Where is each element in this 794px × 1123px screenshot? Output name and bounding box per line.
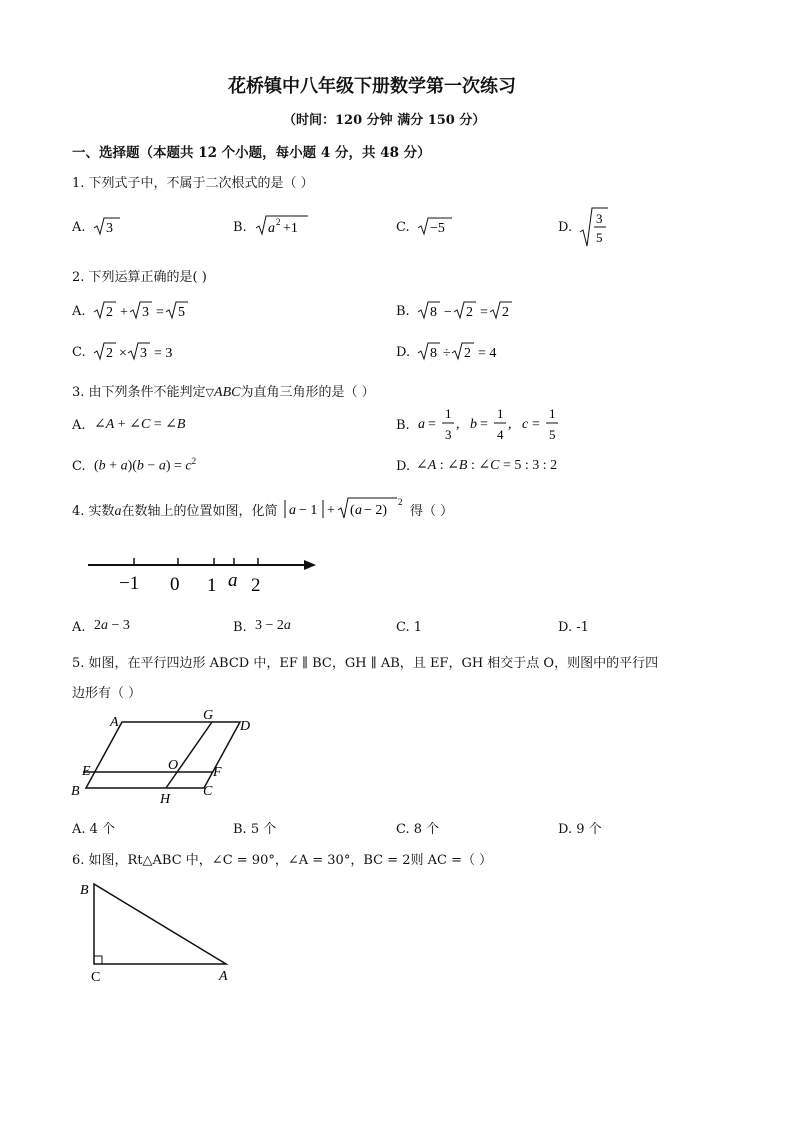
q1-option-c-math bbox=[416, 214, 456, 242]
q4-var-a: a bbox=[114, 504, 122, 519]
svg-text:3: 3 bbox=[596, 211, 603, 226]
q4-stem-post: 得（ ） bbox=[410, 504, 454, 519]
svg-text:2: 2 bbox=[106, 305, 113, 320]
svg-text:=: = bbox=[480, 417, 488, 432]
svg-text:+1: +1 bbox=[283, 221, 298, 236]
parallelogram-figure bbox=[66, 704, 266, 812]
sqrt-a2-plus-1-formula bbox=[254, 212, 310, 238]
q5-option-d: D. 9 个 bbox=[558, 822, 602, 837]
parallelogram-svg bbox=[66, 704, 266, 808]
axis-arrow-icon bbox=[304, 560, 316, 570]
tick-label-neg1: −1 bbox=[119, 573, 140, 594]
triangle-shape bbox=[94, 884, 226, 964]
svg-text:8: 8 bbox=[430, 346, 437, 361]
svg-text:a: a bbox=[268, 221, 275, 236]
q1-option-d-math bbox=[578, 204, 612, 252]
q4-expression bbox=[283, 494, 407, 526]
section-heading: 一、选择题（本题共 12 个小题，每小题 4 分，共 48 分） bbox=[72, 145, 431, 161]
label-f: F bbox=[213, 765, 222, 780]
svg-text:− 2): − 2) bbox=[364, 503, 388, 518]
number-line-svg bbox=[88, 548, 328, 598]
svg-text:−5: −5 bbox=[430, 221, 445, 236]
svg-text:− 1: − 1 bbox=[299, 503, 318, 518]
sqrt-3-formula bbox=[92, 214, 122, 238]
q2-option-b-math bbox=[416, 298, 516, 326]
abs-plus-sqrt-formula bbox=[283, 494, 407, 522]
q3-option-d-label: D. bbox=[396, 459, 411, 474]
svg-text:5: 5 bbox=[549, 427, 556, 442]
exam-info: （时间：120 分钟 满分 150 分） bbox=[283, 113, 486, 128]
question-4-stem bbox=[72, 500, 278, 520]
svg-text:3: 3 bbox=[140, 346, 147, 361]
q2-option-a-math bbox=[92, 298, 192, 326]
svg-text:=: = bbox=[156, 305, 164, 320]
sqrt8-minus-sqrt2-formula bbox=[416, 298, 516, 322]
label-h: H bbox=[160, 792, 171, 807]
svg-text:3: 3 bbox=[445, 427, 452, 442]
q3-stem-pre: 3. 由下列条件不能判定 bbox=[72, 385, 206, 400]
label-b: B bbox=[71, 784, 80, 799]
svg-text:2: 2 bbox=[398, 497, 403, 507]
svg-text:8: 8 bbox=[430, 305, 437, 320]
q3-option-a-math: ∠A + ∠C = ∠B bbox=[94, 417, 186, 432]
q1-option-d-label: D. bbox=[558, 220, 573, 235]
svg-text:,: , bbox=[456, 417, 460, 432]
label-c: C bbox=[91, 970, 101, 985]
q1-option-b-label: B. bbox=[233, 220, 247, 235]
q5-option-b: B. 5 个 bbox=[233, 822, 277, 837]
svg-text:4: 4 bbox=[497, 427, 504, 442]
page-title: 花桥镇中八年级下册数学第一次练习 bbox=[228, 76, 516, 97]
q4-option-b-math: 3 − 2a bbox=[255, 618, 291, 633]
svg-text:1: 1 bbox=[497, 406, 504, 421]
q1-option-c-label: C. bbox=[396, 220, 410, 235]
svg-text:b: b bbox=[470, 417, 477, 432]
q4-stem-pre: 4. 实数 bbox=[72, 504, 115, 519]
svg-text:2: 2 bbox=[106, 346, 113, 361]
q1-option-a-label: A. bbox=[72, 220, 86, 235]
q2-option-c-label: C. bbox=[72, 345, 86, 360]
fractions-formula bbox=[416, 402, 566, 446]
right-angle-mark-icon bbox=[94, 956, 102, 964]
svg-text:3: 3 bbox=[142, 305, 149, 320]
label-g: G bbox=[203, 708, 214, 723]
label-a: A bbox=[219, 969, 228, 984]
q2-option-a-label: A. bbox=[72, 304, 86, 319]
svg-text:= 4: = 4 bbox=[478, 346, 497, 361]
right-triangle-svg bbox=[76, 876, 246, 988]
svg-text:(: ( bbox=[350, 503, 355, 518]
triangle-symbol-icon: ▽ bbox=[205, 386, 215, 399]
svg-text:,: , bbox=[508, 417, 512, 432]
question-3-stem bbox=[72, 381, 375, 401]
q4-stem-mid: 在数轴上的位置如图，化简 bbox=[121, 504, 278, 519]
question-2-stem: 2. 下列运算正确的是( ) bbox=[72, 270, 207, 285]
q2-option-b-label: B. bbox=[396, 304, 410, 319]
q4-option-a-label: A. bbox=[72, 620, 86, 635]
label-b: B bbox=[80, 883, 89, 898]
svg-text:1: 1 bbox=[445, 406, 452, 421]
q3-option-c-label: C. bbox=[72, 459, 86, 474]
svg-text:=: = bbox=[480, 305, 488, 320]
q3-stem-triangle: ABC bbox=[214, 385, 241, 400]
sqrt2-plus-sqrt3-formula bbox=[92, 298, 192, 322]
gh-segment bbox=[166, 722, 212, 788]
q4-option-c: C. 1 bbox=[396, 620, 423, 635]
svg-text:÷: ÷ bbox=[443, 346, 451, 361]
q1-option-a-math bbox=[92, 214, 122, 242]
question-5-stem-line1: 5. 如图，在平行四边形 ABCD 中，EF ∥ BC，GH ∥ AB，且 EF，GH 相交于点 O，则图中的平行四 bbox=[72, 656, 659, 671]
svg-text:×: × bbox=[119, 346, 127, 361]
svg-text:1: 1 bbox=[549, 406, 556, 421]
q5-option-a: A. 4 个 bbox=[72, 822, 116, 837]
svg-text:2: 2 bbox=[276, 217, 281, 227]
label-c: C bbox=[203, 784, 213, 799]
q4-option-b-label: B. bbox=[233, 620, 247, 635]
svg-text:−: − bbox=[444, 305, 452, 320]
tick-label-0: 0 bbox=[170, 574, 180, 595]
q2-option-d-math bbox=[416, 339, 506, 367]
q3-option-b-label: B. bbox=[396, 418, 410, 433]
tick-label-2: 2 bbox=[251, 575, 261, 596]
q1-option-b-math bbox=[254, 212, 310, 242]
q3-option-c-math: $(b + a)(b - a) = c^2$ bbox=[94, 456, 197, 474]
sqrt8-div-sqrt2-formula bbox=[416, 339, 506, 363]
svg-text:2: 2 bbox=[466, 305, 473, 320]
svg-text:a: a bbox=[289, 503, 296, 518]
label-d: D bbox=[240, 719, 251, 734]
right-triangle-figure bbox=[76, 876, 246, 992]
q4-option-a-math: 2a − 3 bbox=[94, 618, 130, 633]
sqrt2-times-sqrt3-formula bbox=[92, 339, 182, 363]
svg-text:=: = bbox=[428, 417, 436, 432]
q3-option-b-math bbox=[416, 402, 566, 450]
q2-option-c-math bbox=[92, 339, 182, 367]
question-1-stem: 1. 下列式子中，不属于二次根式的是（ ） bbox=[72, 176, 314, 191]
svg-text:= 3: = 3 bbox=[154, 346, 173, 361]
question-6-stem: 6. 如图，Rt△ABC 中，∠C = 90°，∠A = 30°，BC = 2则 AC =（ ） bbox=[72, 853, 493, 868]
svg-text:a: a bbox=[418, 417, 425, 432]
q5-option-c: C. 8 个 bbox=[396, 822, 440, 837]
tick-label-1: 1 bbox=[207, 575, 217, 596]
svg-text:5: 5 bbox=[596, 230, 603, 245]
label-e: E bbox=[82, 764, 91, 779]
svg-text:2: 2 bbox=[464, 346, 471, 361]
q3-option-a-label: A. bbox=[72, 418, 86, 433]
svg-text:+: + bbox=[120, 305, 128, 320]
svg-text:2: 2 bbox=[502, 305, 509, 320]
question-5-stem-line2: 边形有（ ） bbox=[72, 686, 142, 701]
q2-option-d-label: D. bbox=[396, 345, 411, 360]
svg-text:c: c bbox=[522, 417, 529, 432]
q3-stem-post: 为直角三角形的是（ ） bbox=[240, 385, 375, 400]
q3-option-d-math: ∠A : ∠B : ∠C = 5 : 3 : 2 bbox=[416, 458, 558, 473]
svg-text:a: a bbox=[355, 503, 362, 518]
number-line-figure bbox=[88, 548, 328, 602]
label-o: O bbox=[168, 758, 179, 773]
svg-text:5: 5 bbox=[178, 305, 185, 320]
sqrt-3-over-5-formula bbox=[578, 204, 612, 248]
svg-text:3: 3 bbox=[106, 221, 113, 236]
label-a: A bbox=[110, 715, 119, 730]
svg-text:=: = bbox=[532, 417, 540, 432]
svg-text:+: + bbox=[327, 503, 335, 518]
q4-option-d: D. -1 bbox=[558, 620, 589, 635]
sqrt-neg5-formula bbox=[416, 214, 456, 238]
tick-label-a: a bbox=[228, 570, 238, 591]
